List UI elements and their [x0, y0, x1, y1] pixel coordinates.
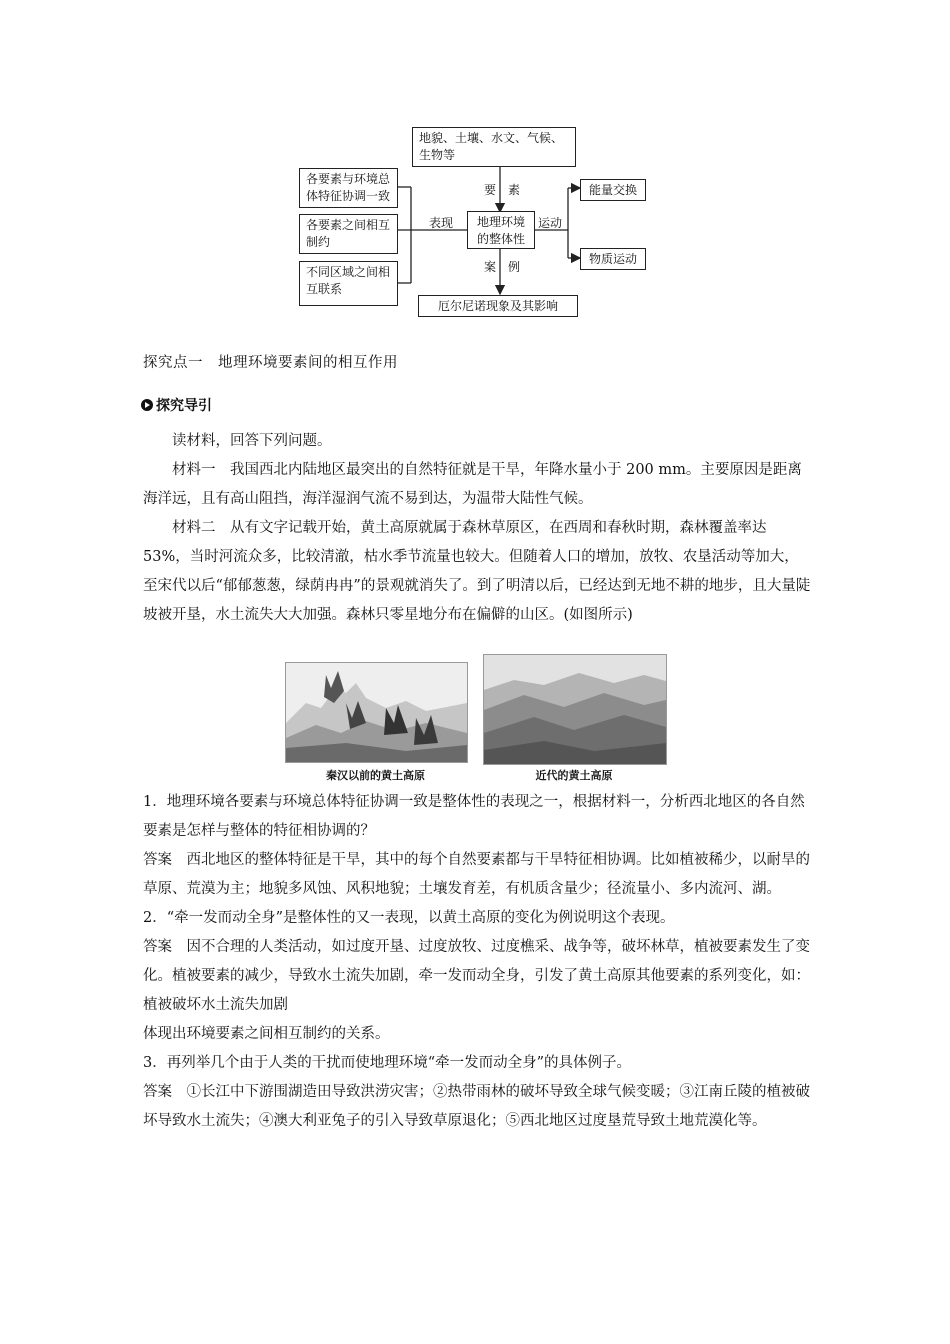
answer-1: 答案 西北地区的整体特征是干旱，其中的每个自然要素都与干旱特征相协调。比如植被稀少，以耐旱的草原、荒漠为主；地貌多风蚀、风积地貌；土壤发育差，有机质含量少；径流量小、多内流河、湖。 [143, 852, 810, 897]
materials-block [143, 427, 813, 630]
question-2: 2．“牵一发而动全身”是整体性的又一表现，以黄土高原的变化为例说明这个表现。 [143, 910, 675, 926]
guide-title: 探究导引 [156, 398, 212, 414]
answer-3: 答案 ①长江中下游围湖造田导致洪涝灾害；②热带雨林的破坏导致全球气候变暖；③江南丘陵的植被破坏导致水土流失；④澳大利亚兔子的引入导致草原退化；⑤西北地区过度垦荒导致土地荒漠化等。 [143, 1084, 810, 1129]
section-title: 探究点一 地理环境要素间的相互作用 [143, 355, 398, 371]
modern-loess-plateau-image [483, 654, 667, 765]
diagram-label-show: 表现 [429, 216, 454, 230]
diagram-right-box-1: 能量交换 [580, 179, 646, 201]
question-3: 3．再列举几个由于人类的干扰而使地理环境“牵一发而动全身”的具体例子。 [143, 1055, 632, 1071]
diagram-center-box: 地理环境的整体性 [467, 211, 535, 249]
diagram-label-case: 案 例 [484, 260, 521, 274]
diagram-label-elements: 要 素 [484, 183, 521, 197]
question-1: 1．地理环境各要素与环境总体特征协调一致是整体性的表现之一，根据材料一，分析西北地区的各自然要素是怎样与整体的特征相协调的？ [143, 794, 805, 839]
qa-block [143, 788, 813, 1136]
left-image-caption: 秦汉以前的黄土高原 [326, 769, 425, 782]
diagram-right-box-2: 物质运动 [580, 248, 646, 270]
diagram-top-box: 地貌、土壤、水文、气候、生物等 [412, 127, 576, 167]
material-2: 材料二 从有文字记载开始，黄土高原就属于森林草原区，在西周和春秋时期，森林覆盖率达 53%，当时河流众多，比较清澈，枯水季节流量也较大。但随着人口的增加，放牧、农垦活动等加大，至宋代以后“郁郁葱葱，绿荫冉冉”的景观就消失了。到了明清以后，已经达到无地不耕的地步，且大量陡坡被开垦，水土流失大大加强。森林只零星地分布在偏僻的山区。(如图所示) [143, 520, 811, 623]
diagram-left-box-1: 各要素与环境总体特征协调一致 [299, 168, 398, 208]
guide-heading [141, 395, 212, 415]
material-1: 材料一 我国西北内陆地区最突出的自然特征就是干旱，年降水量小于 200 mm。主要原因是距离海洋远，且有高山阻挡，海洋湿润气流不易到达，为温带大陆性气候。 [143, 462, 802, 507]
intro-text: 读材料，回答下列问题。 [172, 433, 332, 449]
diagram-left-box-3: 不同区域之间相互联系 [299, 261, 398, 306]
diagram-bottom-box: 厄尔尼诺现象及其影响 [418, 295, 578, 317]
play-circle-icon [141, 399, 153, 411]
answer-2-chain: 植被破坏水土流失加剧 [143, 997, 288, 1013]
diagram-label-motion: 运动 [538, 216, 563, 230]
diagram-left-box-2: 各要素之间相互制约 [299, 214, 398, 254]
ancient-loess-plateau-image [285, 662, 468, 763]
answer-2: 答案 因不合理的人类活动，如过度开垦、过度放牧、过度樵采、战争等，破坏林草，植被要素发生了变化。植被要素的减少，导致水土流失加剧，牵一发而动全身，引发了黄土高原其他要素的系列变化，如： [143, 939, 810, 984]
answer-2-conclusion: 体现出环境要素之间相互制约的关系。 [143, 1026, 390, 1042]
right-image-caption: 近代的黄土高原 [535, 769, 613, 782]
